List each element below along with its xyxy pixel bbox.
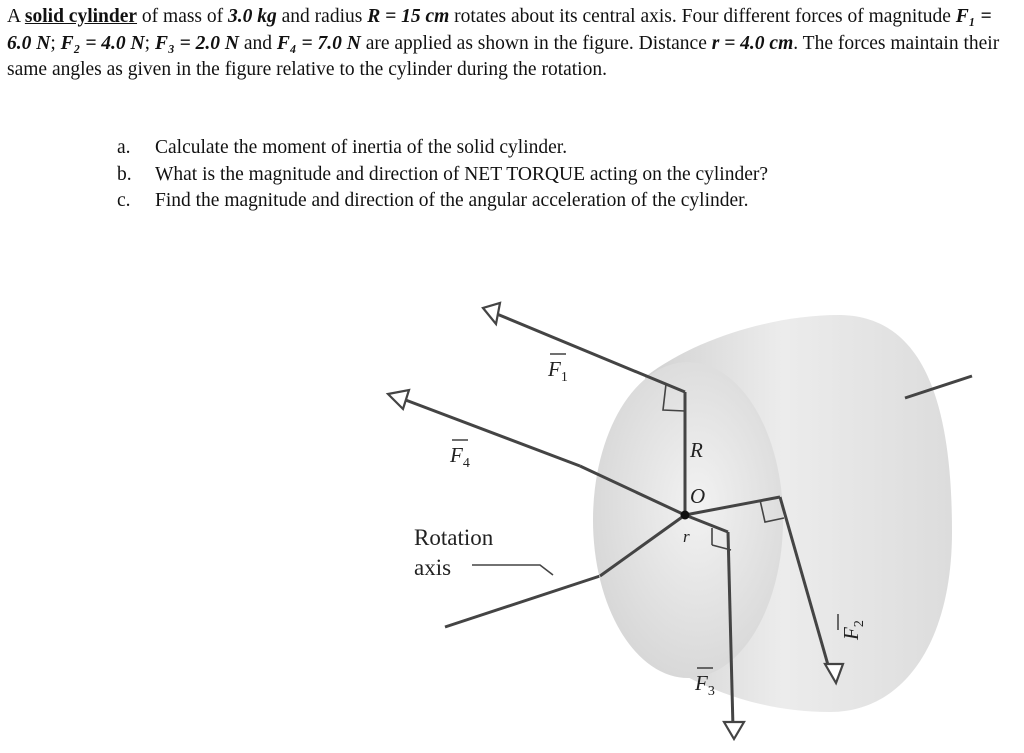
axis-label-rotation: Rotation bbox=[414, 525, 494, 550]
f4-line-back bbox=[395, 396, 580, 466]
r-small-label: r bbox=[683, 527, 690, 546]
problem-statement: A solid cylinder of mass of 3.0 kg and radius R = 15 cm rotates about its central axis. Four different forces of magnitude F₁ = 6.0 N; F₂ = 4.0 N; F₃ = 2.0 N and F₄ = 7.0 N are applied as shown in the figure. Distance r = 4.0 cm. The forces maintain their same angles as given in the figure relative to the cylinder during the rotation. bbox=[7, 6, 1000, 80]
f4-arrowhead bbox=[388, 390, 409, 409]
f2-label: $F_2$ bbox=[839, 620, 867, 640]
force-f2-value: F₂ = 4.0 N bbox=[60, 32, 145, 54]
cylinder-end-face bbox=[593, 362, 783, 678]
f1-label: $F_1$ bbox=[548, 357, 568, 385]
axis-label-leader bbox=[472, 565, 553, 575]
radius-value: R = 15 cm bbox=[367, 6, 450, 27]
r-big-label: R bbox=[690, 438, 703, 462]
origin-point bbox=[681, 511, 690, 520]
mass-value: 3.0 kg bbox=[228, 6, 277, 27]
origin-label: O bbox=[690, 484, 706, 508]
f1-arrowhead bbox=[483, 303, 500, 324]
distance-value: r = 4.0 cm bbox=[711, 32, 794, 54]
f3-arrowhead bbox=[724, 722, 744, 739]
question-item: c. Find the magnitude and direction of the angular acceleration of the cylinder. bbox=[117, 190, 749, 211]
question-item: a. Calculate the moment of inertia of the solid cylinder. bbox=[117, 137, 568, 158]
question-item: b. What is the magnitude and direction of NET TORQUE acting on the cylinder? bbox=[117, 163, 769, 185]
axis-line-front bbox=[445, 576, 600, 627]
force-f3-value: F₃ = 2.0 N bbox=[154, 32, 239, 54]
force-f1-value: F₁ = 6.0 N bbox=[7, 6, 992, 54]
axis-label-axis: axis bbox=[414, 555, 452, 580]
f4-label: $F_4$ bbox=[450, 443, 470, 471]
key-term: solid cylinder bbox=[24, 6, 138, 27]
f3-label: $F_3$ bbox=[695, 671, 715, 699]
cylinder-body bbox=[593, 315, 952, 712]
force-f4-value: F₄ = 7.0 N bbox=[276, 32, 361, 54]
f1-line bbox=[492, 312, 685, 392]
